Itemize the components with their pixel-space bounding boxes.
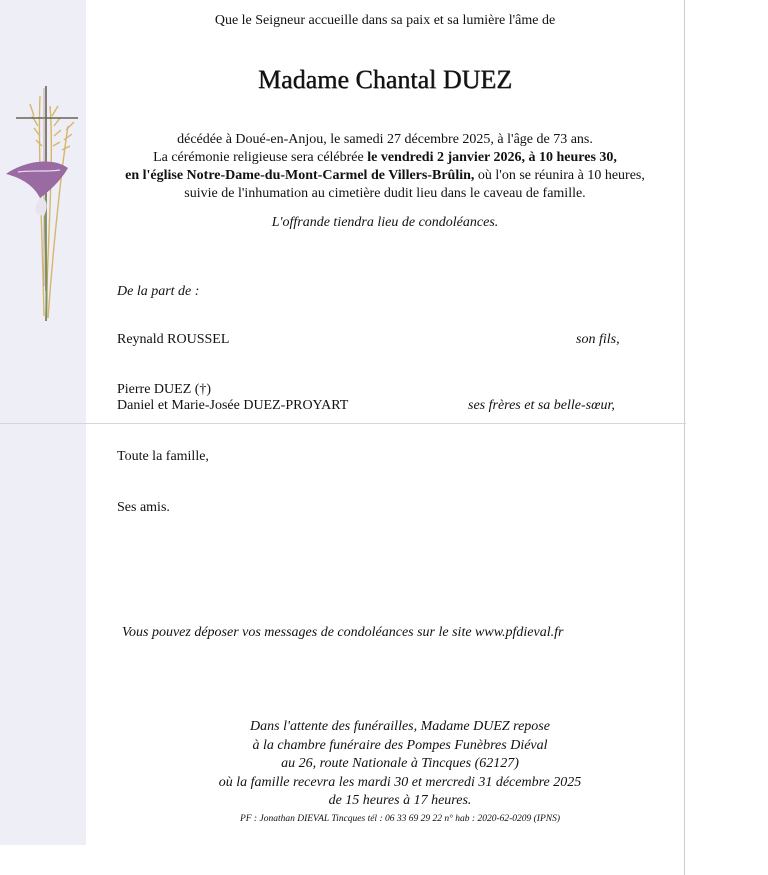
page-edge <box>684 0 685 875</box>
siblings-relation: ses frères et sa belle-sœur, <box>468 398 615 413</box>
funeral-line-3: au 26, route Nationale à Tincques (62127) <box>281 756 519 771</box>
funeral-line-1: Dans l'attente des funérailles, Madame DUEZ repose <box>250 719 550 734</box>
condolence-message: Vous pouvez déposer vos messages de condoléances sur le site www.pfdieval.fr <box>122 625 564 640</box>
calla-lily-icon <box>6 161 68 321</box>
announcement-paragraph <box>86 131 684 203</box>
funeral-line-2: à la chambre funéraire des Pompes Funèbres Diéval <box>252 737 548 753</box>
funeral-line-4: où la famille recevra les mardi 30 et mercredi 31 décembre 2025 <box>218 774 582 790</box>
announcement-line-4: suivie de l'inhumation au cimetière dudit lieu dans le caveau de famille. <box>184 186 586 201</box>
ceremony-text: La cérémonie religieuse sera célébrée <box>153 150 368 165</box>
announcement-line-1: décédée à Doué-en-Anjou, le samedi 27 décembre 2025, à l'âge de 73 ans. <box>177 132 593 147</box>
funeral-home-info <box>180 718 620 811</box>
sibling-1: Pierre DUEZ (†) <box>117 382 212 397</box>
son-name: Reynald ROUSSEL <box>117 332 230 347</box>
footer-text: PF : Jonathan DIEVAL Tincques tél : 06 33 69 29 22 n° hab : 2020-62-0209 (IPNS) <box>239 814 561 824</box>
funeral-line-5: de 15 heures à 17 heures. <box>328 793 472 808</box>
announcement-line-3 <box>86 167 684 185</box>
deceased-name: Madame Chantal DUEZ <box>257 65 513 94</box>
announcement-line-2 <box>86 149 684 167</box>
gathering-time: où l'on se réunira à 10 heures, <box>474 168 645 183</box>
from-label: De la part de : <box>117 284 200 299</box>
intro-line: Que le Seigneur accueille dans sa paix et sa lumière l'âme de <box>214 13 556 28</box>
all-family: Toute la famille, <box>117 449 209 464</box>
cross-flower-icon <box>4 86 84 326</box>
offering-note: L'offrande tiendra lieu de condoléances. <box>271 215 499 230</box>
church-name: en l'église Notre-Dame-du-Mont-Carmel de Villers-Brûlin, <box>125 168 475 183</box>
ceremony-date: le vendredi 2 janvier 2026, à 10 heures 30, <box>367 150 617 165</box>
friends: Ses amis. <box>117 500 170 515</box>
son-relation: son fils, <box>576 332 620 347</box>
sibling-2: Daniel et Marie-Josée DUEZ-PROYART <box>117 398 349 413</box>
fold-line <box>0 423 686 424</box>
